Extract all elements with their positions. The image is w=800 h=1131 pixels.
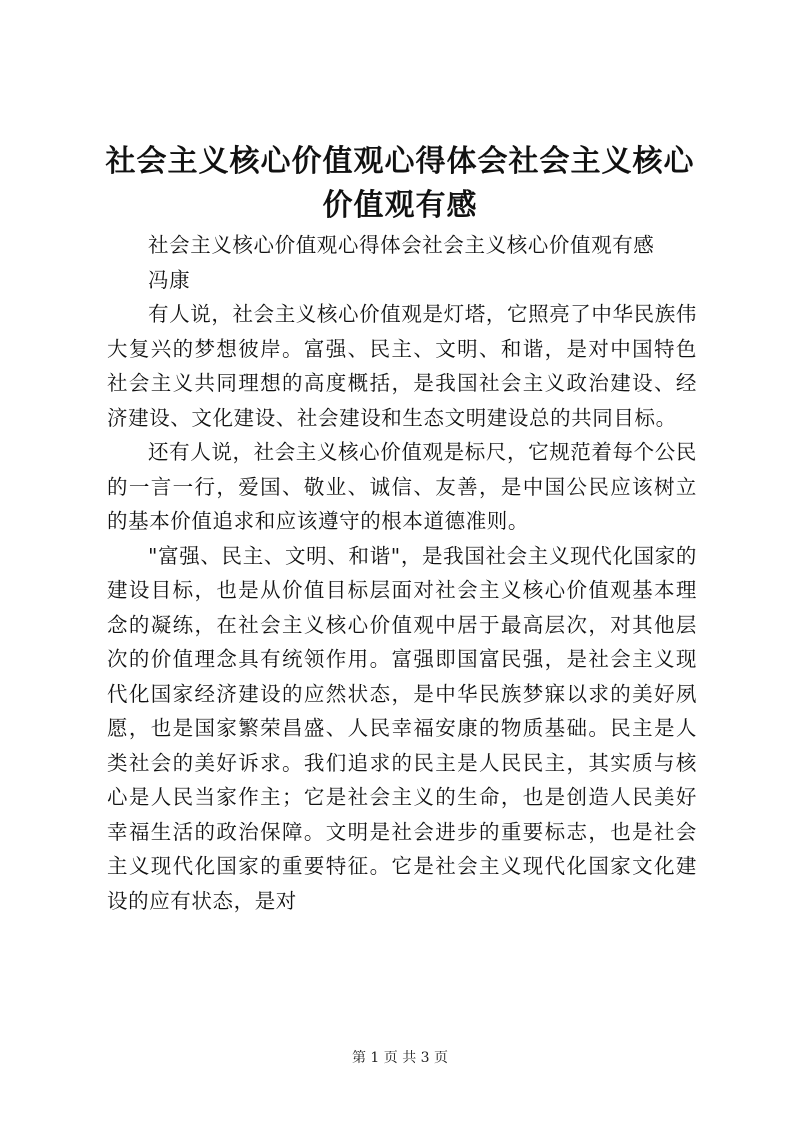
page-number-footer: 第 1 页 共 3 页	[351, 1050, 449, 1066]
paragraph-2: 还有人说，社会主义核心价值观是标尺，它规范着每个公民的一言一行，爱国、敬业、诚信、友善，是中国公民应该树立的基本价值追求和应该遵守的根本道德准则。	[107, 440, 697, 533]
paragraph-3: "富强、民主、文明、和谐"，是我国社会主义现代化国家的建设目标，也是从价值目标层面对社会主义核心价值观基本理念的凝练，在社会主义核心价值观中居于最高层次，对其他层次的价值理念具有统领作用。富强即国富民强，是社会主义现代化国家经济建设的应然状态，是中华民族梦寐以求的美好夙愿，也是国家繁荣昌盛、人民幸福安康的物质基础。民主是人类社会的美好诉求。我们追求的民主是人民民主，其实质与核心是人民当家作主；它是社会主义的生命，也是创造人民美好幸福生活的政治保障。文明是社会进步的重要标志，也是社会主义现代化国家的重要特征。它是社会主义现代化国家文化建设的应有状态，是对	[107, 543, 697, 913]
document-body	[107, 228, 697, 918]
paragraph-1: 有人说，社会主义核心价值观是灯塔，它照亮了中华民族伟大复兴的梦想彼岸。富强、民主、文明、和谐，是对中国特色社会主义共同理想的高度概括，是我国社会主义政治建设、经济建设、文化建设、社会建设和生态文明建设总的共同目标。	[107, 302, 697, 430]
subtitle-line: 社会主义核心价值观心得体会社会主义核心价值观有感	[148, 233, 655, 257]
author-line: 冯康	[148, 267, 191, 292]
document-title: 社会主义核心价值观心得体会社会主义核心价值观有感	[105, 144, 695, 223]
